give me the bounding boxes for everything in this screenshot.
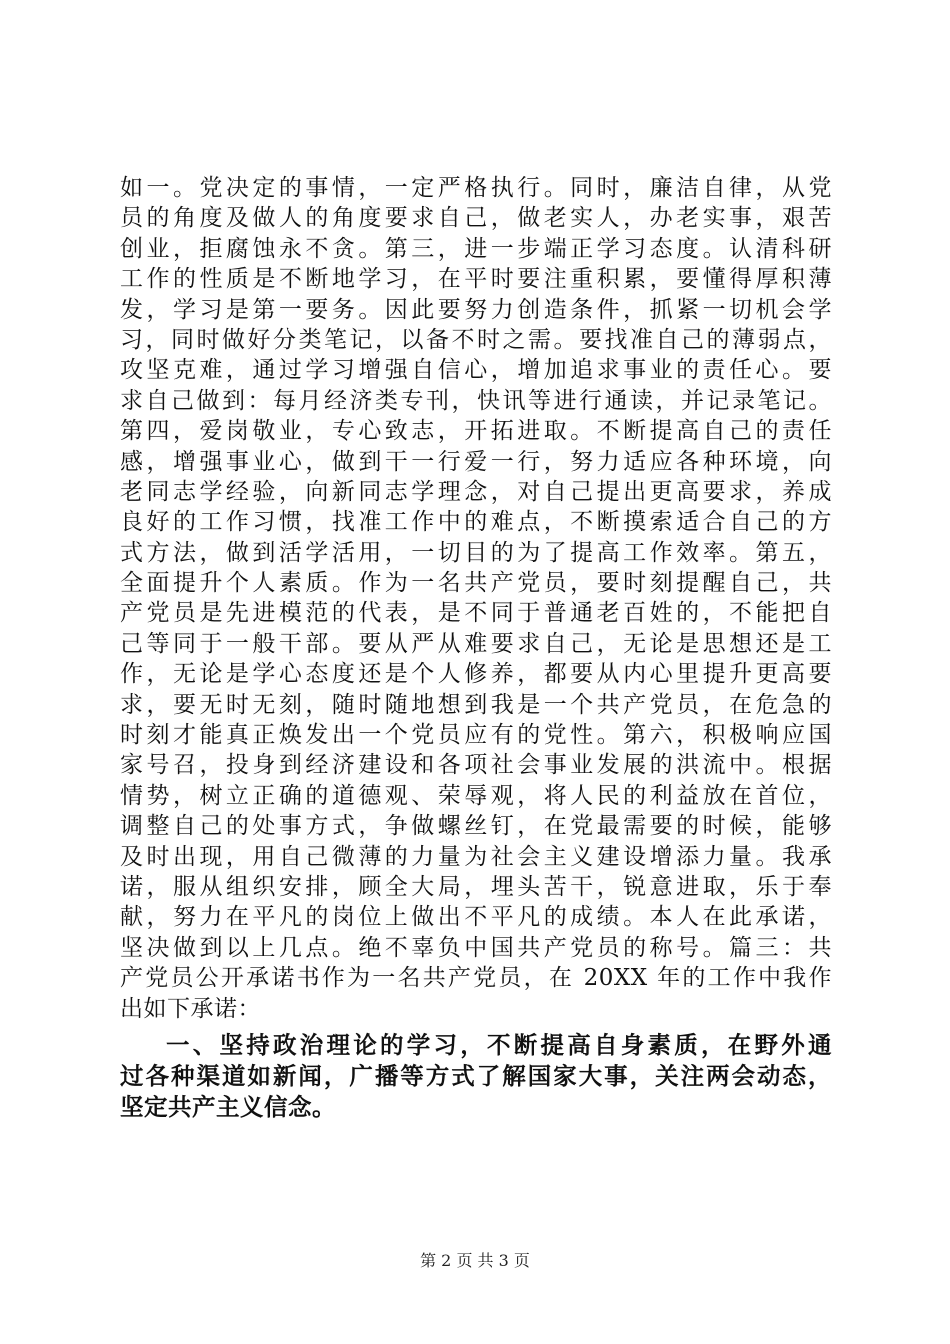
text-line: 献，努力在平凡的岗位上做出不平凡的成绩。本人在此承诺， bbox=[120, 904, 832, 931]
commitment-item-1 bbox=[120, 1030, 832, 1123]
text-line: 坚决做到以上几点。绝不辜负中国共产党员的称号。篇三：共 bbox=[120, 934, 832, 961]
bold-text-line: 过各种渠道如新闻，广播等方式了解国家大事，关注两会动态， bbox=[120, 1061, 832, 1090]
text-line: 调整自己的处事方式，争做螺丝钉，在党最需要的时候，能够 bbox=[120, 813, 832, 840]
text-line: 习，同时做好分类笔记，以备不时之需。要找准自己的薄弱点， bbox=[120, 326, 832, 353]
text-line: 攻坚克难，通过学习增强自信心，增加追求事业的责任心。要 bbox=[120, 357, 832, 384]
text-line: 时刻才能真正焕发出一个党员应有的党性。第六，积极响应国 bbox=[120, 722, 832, 749]
text-line: 己等同于一般干部。要从严从难要求自己，无论是思想还是工 bbox=[120, 630, 832, 657]
text-line: 良好的工作习惯，找准工作中的难点，不断摸索适合自己的方 bbox=[120, 509, 832, 536]
text-line: 家号召，投身到经济建设和各项社会事业发展的洪流中。根据 bbox=[120, 752, 832, 779]
text-line: 如一。党决定的事情，一定严格执行。同时，廉洁自律，从党 bbox=[120, 175, 832, 201]
text-line: 发，学习是第一要务。因此要努力创造条件，抓紧一切机会学 bbox=[120, 296, 832, 323]
text-line: 情势，树立正确的道德观、荣辱观，将人民的利益放在首位， bbox=[120, 782, 832, 809]
text-line: 作，无论是学心态度还是个人修养，都要从内心里提升更高要 bbox=[120, 661, 832, 688]
page-footer: 第 2 页 共 3 页 bbox=[420, 1251, 530, 1270]
text-line: 求，要无时无刻，随时随地想到我是一个共产党员，在危急的 bbox=[120, 691, 832, 718]
text-line: 出如下承诺： bbox=[120, 995, 261, 1022]
bold-text-line: 一、坚持政治理论的学习，不断提高自身素质，在野外通 bbox=[166, 1030, 832, 1059]
text-line: 第四，爱岗敬业，专心致志，开拓进取。不断提高自己的责任 bbox=[120, 418, 832, 445]
text-line: 工作的性质是不断地学习，在平时要注重积累，要懂得厚积薄 bbox=[120, 266, 832, 293]
text-line: 老同志学经验，向新同志学理念，对自己提出更高要求，养成 bbox=[120, 478, 832, 505]
text-line: 及时出现，用自己微薄的力量为社会主义建设增添力量。我承 bbox=[120, 843, 832, 870]
text-line: 感，增强事业心，做到干一行爱一行，努力适应各种环境，向 bbox=[120, 448, 832, 475]
text-line: 产党员是先进模范的代表，是不同于普通老百姓的，不能把自 bbox=[120, 600, 832, 627]
text-line: 产党员公开承诺书作为一名共产党员，在 20XX 年的工作中我作 bbox=[120, 965, 832, 992]
text-line: 诺，服从组织安排，顾全大局，埋头苦干，锐意进取，乐于奉 bbox=[120, 873, 832, 900]
text-line: 式方法，做到活学活用，一切目的为了提高工作效率。第五， bbox=[120, 539, 832, 566]
body-text bbox=[120, 173, 832, 1123]
text-line: 员的角度及做人的角度要求自己，做老实人，办老实事，艰苦 bbox=[120, 205, 832, 232]
text-line: 创业，拒腐蚀永不贪。第三，进一步端正学习态度。认清科研 bbox=[120, 235, 832, 262]
text-line: 全面提升个人素质。作为一名共产党员，要时刻提醒自己，共 bbox=[120, 570, 832, 597]
text-line: 求自己做到：每月经济类专刊，快讯等进行通读，并记录笔记。 bbox=[120, 387, 832, 414]
bold-text-line: 坚定共产主义信念。 bbox=[120, 1092, 336, 1121]
